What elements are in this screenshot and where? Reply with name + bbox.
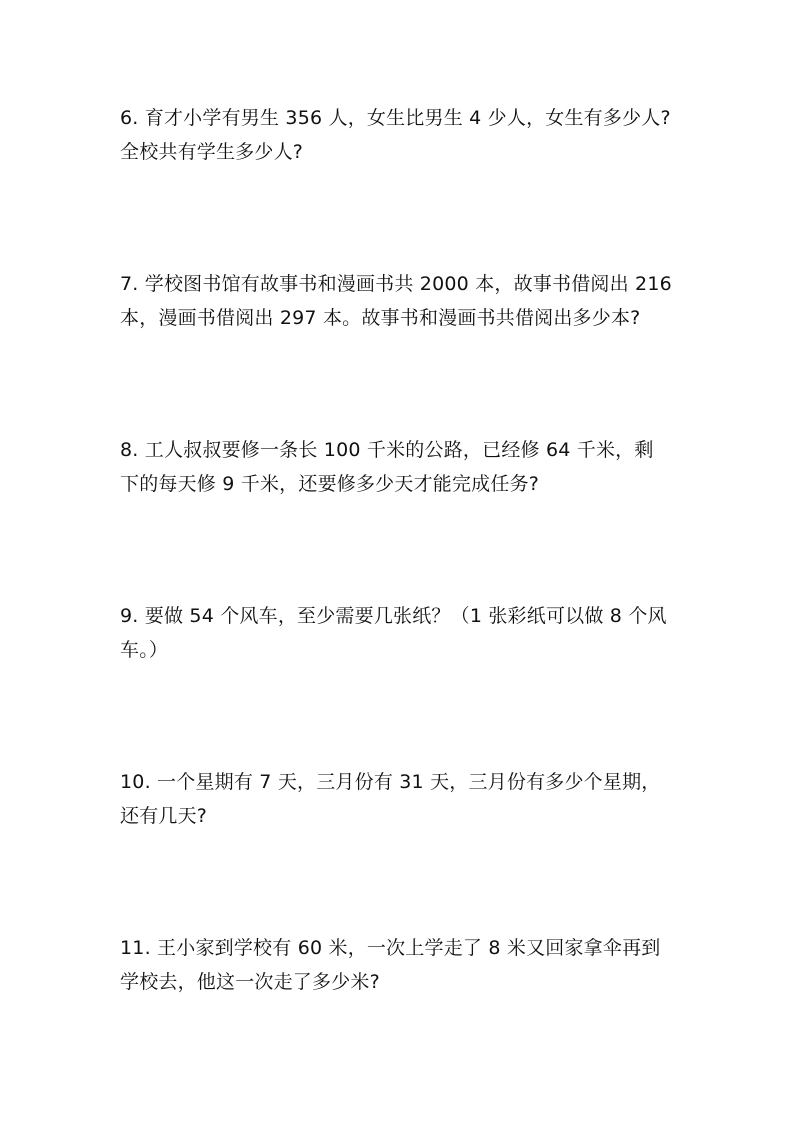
problem-7-line-1: 7. 学校图书馆有故事书和漫画书共 2000 本，故事书借阅出 216 [120, 273, 672, 295]
problem-10 [120, 765, 680, 833]
problem-7-line-2: 本，漫画书借阅出 297 本。故事书和漫画书共借阅出多少本? [120, 307, 641, 329]
problem-9-line-2: 车。） [120, 639, 169, 661]
problem-9 [120, 599, 680, 667]
problem-6-line-2: 全校共有学生多少人? [120, 141, 304, 163]
problem-7 [120, 267, 680, 335]
problem-11-line-2: 学校去，他这一次走了多少米? [120, 971, 380, 993]
problem-8 [120, 433, 680, 501]
problem-6 [120, 101, 680, 169]
problem-8-line-1: 8. 工人叔叔要修一条长 100 千米的公路，已经修 64 千米，剩 [120, 439, 654, 461]
problem-11-line-1: 11. 王小家到学校有 60 米，一次上学走了 8 米又回家拿伞再到 [120, 937, 661, 959]
problem-10-line-2: 还有几天? [120, 805, 208, 827]
problem-11 [120, 931, 680, 999]
problem-10-line-1: 10. 一个星期有 7 天，三月份有 31 天，三月份有多少个星期， [120, 771, 661, 793]
problem-9-line-1: 9. 要做 54 个风车，至少需要几张纸？（1 张彩纸可以做 8 个风 [120, 605, 667, 627]
problem-6-line-1: 6. 育才小学有男生 356 人，女生比男生 4 少人，女生有多少人? [120, 107, 671, 129]
problem-8-line-2: 下的每天修 9 千米，还要修多少天才能完成任务? [120, 473, 540, 495]
